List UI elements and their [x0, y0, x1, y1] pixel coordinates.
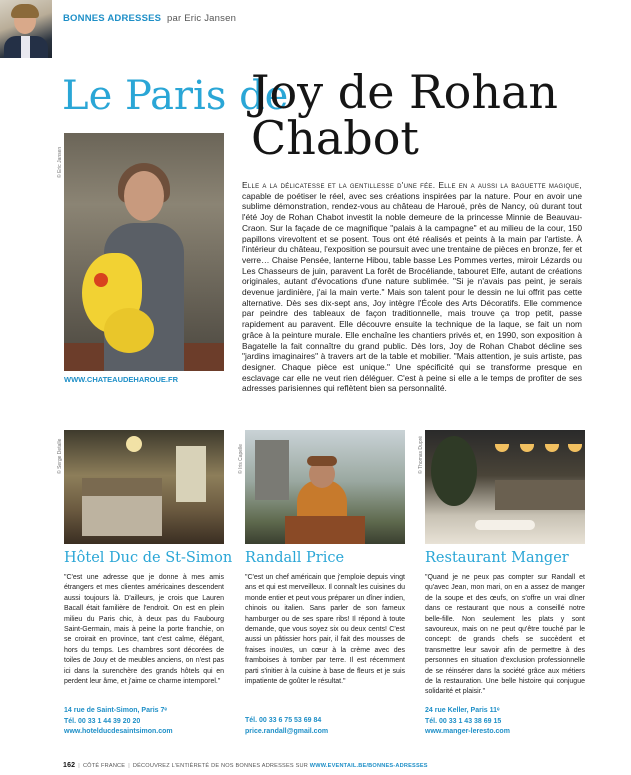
page-footer: 162 | CÔTÉ FRANCE | DÉCOUVREZ L'ENTIÈRETÉ DE NOS BONNES ADRESSES SUR WWW.EVENTAIL.BE/BONNES-ADRESSES	[63, 762, 428, 769]
address-hotel	[64, 430, 233, 735]
randall-photo	[245, 430, 405, 544]
hotel-website[interactable]: www.hotelducdesaintsimon.com	[64, 728, 173, 735]
manger-quote: "Quand je ne peux pas compter sur Randall et qu'avec Jean, mon mari, on en a assez de manger de la soupe et des œufs, on s'offre un vrai dîner dans ce restaurant que nous a conseillé notre belle-fille. Non seulement les plats y sont savoureux, mais on ne peut qu'être touché par le concept: de grands chefs se succèdent et transmettre leur savoir afin de permettre à des personnes en situation d'exclusion professionnelle de se réinsérer dans la société grâce aux métiers de la restauration. Une belle histoire qui conjugue solidarité et plaisir."	[425, 574, 585, 696]
randall-phone: Tél. 00 33 6 75 53 69 84	[245, 717, 322, 724]
article-body	[242, 180, 582, 394]
manger-photo-credit: © Thomas Dupré	[418, 435, 424, 474]
randall-quote: "C'est un chef américain que j'emploie depuis vingt ans et qui est merveilleux. Il connaît les cuisines du monde entier et peut vous préparer un dîner indien, chinois ou italien. Sans parler de son fameux hamburger ou de ses spare ribs! Il répond à toute demande, que vous soyez six ou deux cents! C'est aussi un pâtissier hors pair, il fait des mousses de fraises inouïes, un cœur à la crème avec des framboises à tomber par terre. Il est récemment parti s'initier à la cuisine à base de fleurs et je suis impatiente de goûter le résultat."	[245, 574, 405, 686]
hotel-address: 14 rue de Saint-Simon, Paris 7ᵉ	[64, 707, 168, 714]
rubric	[63, 13, 236, 24]
manger-phone: Tél. 00 33 1 43 38 69 15	[425, 717, 502, 725]
hotel-phone: Tél. 00 33 1 44 39 20 20	[64, 717, 141, 725]
main-photo-credit: © Eric Jansen	[57, 146, 63, 178]
author-portrait	[0, 0, 52, 58]
footer-text: DÉCOUVREZ L'ENTIÈRETÉ DE NOS BONNES ADRESSES SUR	[132, 763, 308, 769]
page-number: 162	[63, 762, 76, 769]
footer-url[interactable]: WWW.EVENTAIL.BE/BONNES-ADRESSES	[309, 763, 428, 769]
address-randall	[245, 430, 405, 735]
randall-info	[245, 716, 328, 737]
magazine-name: CÔTÉ FRANCE	[82, 763, 126, 769]
manger-info	[425, 706, 510, 738]
chateau-link[interactable]: WWW.CHATEAUDEHAROUE.FR	[64, 375, 179, 384]
article-lead: Elle a la délicatesse et la gentillesse d'une fée. Elle en a aussi la baguette magique,	[242, 180, 582, 190]
main-photo	[64, 133, 224, 371]
title-name-line2: Chabot	[251, 111, 419, 165]
rubric-label: BONNES ADRESSES	[63, 13, 162, 24]
randall-name: Randall Price	[245, 550, 345, 566]
article-text: capable de poétiser le réel, avec ses créations inspirées par la nature. Pour en avoir une sublime démonstration, rendez-vous au château de Haroué, près de Nancy, où durant tout l'été Joy de Rohan Chabot investit la noble demeure de la princesse Minnie de Beauvau-Craon. Sur la façade de ce magnifique "palais à la campagne" et au milieu de la cour, 150 papillons virevoltent et se posent. Tous ont été réalisés et peints à la main par l'artiste. À l'intérieur du château, l'exposition se poursuit avec une trentaine de pièces en bronze, fer et verre… Chaise Pensée, lanterne Hibou, table basse Les Pommes vertes, miroir Lézards ou Les Chasseurs de juin, paravent La forêt de Brocéliande, tabouret Elfe, autant de créations originales, autant d'évocations d'une nature sublimée. "Si je n'avais pas peint, je serais devenue jardinière, j'ai la main verte." Mais son talent pour le dessin ne lui offrit pas cette alternative. Dès ses dix-sept ans, Joy intègre l'École des Arts Décoratifs. Elle commence par peindre des tableaux de façon traditionnelle, mais trouve ça trop petit, passe rapidement au paravent. Elle découvre ensuite la technique de la laque, se fait un nom grâce à la peinture murale. Elle enchaîne les chantiers privés et, en 1990, son exposition à Bagatelle la fait connaître du grand public. Dès lors, Joy de Rohan Chabot décline ses "jardins imaginaires" à travers art de la table et mobilier. "Mais attention, je suis artiste, pas designer. Chaque pièce est unique." Une spécificité qui se transforme presque en esclavage car elle ne veut rien déléguer. C'est à peine si elle a le temps de profiter de ses adresses parisiennes qui reflètent bien sa personnalité.	[242, 190, 582, 394]
manger-name: Restaurant Manger	[425, 550, 569, 566]
title-name-line1: Joy de Rohan	[251, 65, 559, 119]
hotel-photo	[64, 430, 224, 544]
manger-address: 24 rue Keller, Paris 11ᵉ	[425, 707, 500, 714]
hotel-quote: "C'est une adresse que je donne à mes amis étrangers et mes clientes américaines descendent aussi toujours là. D'ailleurs, je crois que Lauren Bacall était familière de l'endroit. On est en plein milieu du Paris chic, à deux pas du Faubourg Saint-Germain, mais à peine la porte franchie, on se croirait en province, tant c'est calme, élégant, hors du temps. Les chambres sont décorées de toiles de Jouy et de meubles anciens, on n'est pas ici dans la surenchère des grands hôtels qui en perdent leur âme, et j'aime ce charme intemporel."	[64, 574, 224, 686]
author-byline: par Eric Jansen	[167, 13, 237, 24]
hotel-info	[64, 706, 173, 738]
hotel-name: Hôtel Duc de St-Simon	[64, 550, 233, 566]
address-manger	[425, 430, 585, 735]
randall-email[interactable]: price.randall@gmail.com	[245, 727, 329, 735]
title-prefix: Le Paris de	[62, 73, 289, 119]
hotel-photo-credit: © Serge Detalle	[57, 438, 63, 474]
manger-website[interactable]: www.manger-leresto.com	[425, 728, 510, 735]
manger-photo	[425, 430, 585, 544]
randall-photo-credit: © Iris Capelle	[238, 443, 244, 474]
